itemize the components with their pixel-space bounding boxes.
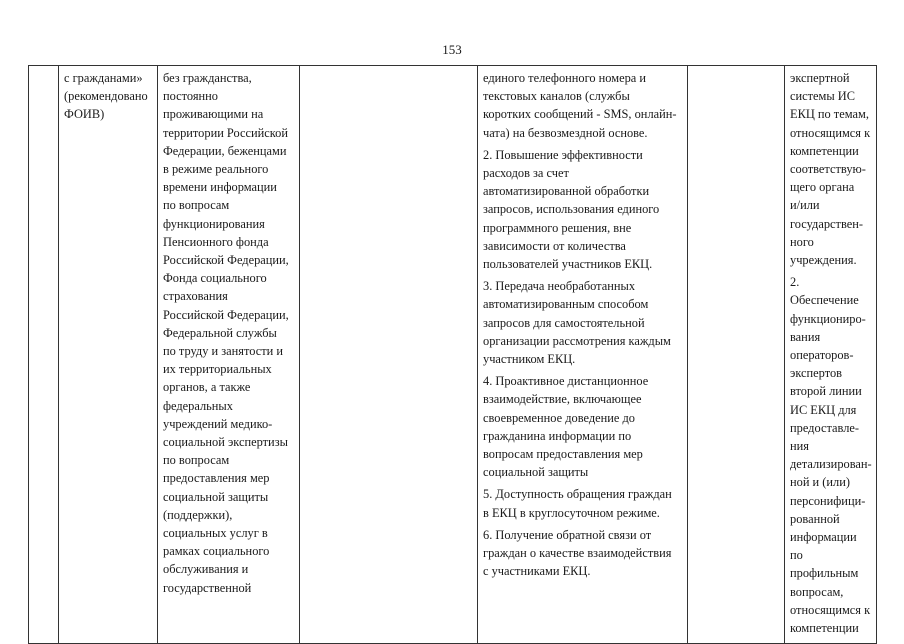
result-item: 5. Доступность обращения граждан в ЕКЦ в круглосуточном режиме. bbox=[483, 487, 672, 520]
description-text: без гражданства, постоянно проживающими на территории Российской Федерации, беженцами в режиме реального времени информации по вопросам функционирования Пенсионного фонда Российской Федерации, Фонда социального страхования Российской Федерации, Федеральной службы по труду и занятости и их территориальных органов, а также федеральных учреждений медико- социальной экспертизы по вопросам предоставления мер социальной защиты (поддержки), социальных услуг в рамках социального обслуживания и государственной bbox=[163, 71, 289, 595]
result-item: 4. Проактивное дистанционное взаимодействие, включающее своевременное доведение до гражданина информации по вопросам предоставления мер социальной защиты bbox=[483, 374, 649, 480]
table-cell-results bbox=[478, 66, 688, 644]
result-item: 2. Повышение эффективности расходов за счет автоматизированной обработки запросов, использования единого программного решения, вне зависимости от количества пользователей участников ЕКЦ. bbox=[483, 147, 660, 272]
table-cell-empty bbox=[688, 66, 785, 644]
result-item: 3. Передача необработанных автоматизированным способом запросов для самостоятельной организации рассмотрения каждым участником ЕКЦ. bbox=[483, 279, 671, 367]
result-item: 6. Получение обратной связи от граждан о качестве взаимодействия с участниками ЕКЦ. bbox=[483, 527, 672, 579]
table-cell-event-name bbox=[59, 66, 158, 644]
table-row bbox=[29, 66, 877, 644]
table-cell-description bbox=[158, 66, 300, 644]
measure-item: 2. Обеспечение функциониро- вания операторов- экспертов второй линии ИС ЕКЦ для предоставле- ния детализирован- ной и (или) персонифици- рованной информации по профильным вопросам, относящимся к компетенции bbox=[790, 275, 872, 636]
page-number: 153 bbox=[442, 42, 462, 57]
table-cell-number bbox=[29, 66, 59, 644]
table-cell-measures bbox=[785, 66, 877, 644]
result-item: единого телефонного номера и текстовых каналов (службы коротких сообщений - SMS, онлайн- чата) на безвозмездной основе. bbox=[483, 71, 677, 140]
measure-item: экспертной системы ИС ЕКЦ по темам, относящимся к компетенции соответствую- щего органа и/или государствен- ного учреждения. bbox=[790, 71, 871, 268]
table-cell-empty bbox=[300, 66, 478, 644]
document-table bbox=[28, 65, 877, 644]
event-name-text: с гражданами» (рекомендовано ФОИВ) bbox=[64, 71, 148, 122]
